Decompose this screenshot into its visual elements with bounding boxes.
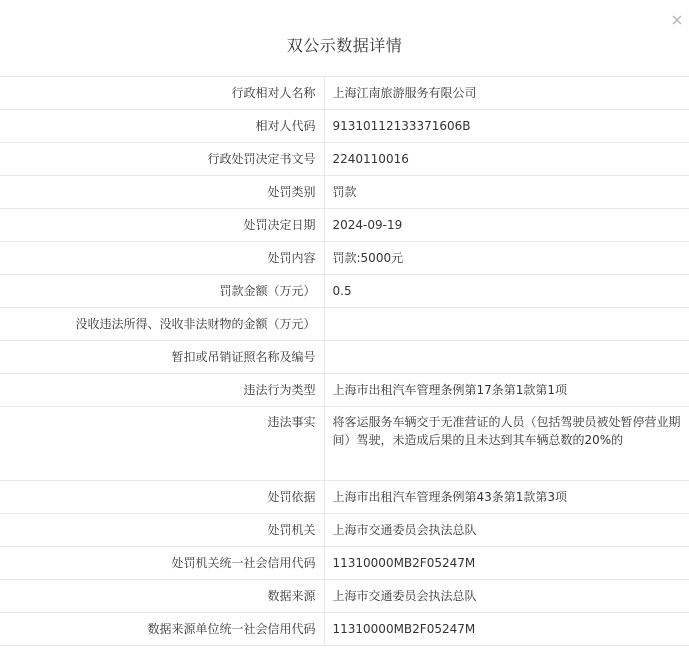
table-row: [0, 77, 689, 110]
table-row: [0, 110, 689, 143]
table-row: [0, 341, 689, 374]
row-label: 数据来源: [0, 580, 324, 613]
row-value: 91310112133371606B: [324, 110, 689, 143]
row-label: 处罚决定日期: [0, 209, 324, 242]
row-value: 11310000MB2F05247M: [324, 613, 689, 646]
table-row: [0, 374, 689, 407]
row-label: 相对人代码: [0, 110, 324, 143]
row-label: 没收违法所得、没收非法财物的金额（万元）: [0, 308, 324, 341]
row-value: 上海市交通委员会执法总队: [324, 514, 689, 547]
row-label: 处罚机关统一社会信用代码: [0, 547, 324, 580]
table-row: [0, 308, 689, 341]
row-value: 2024-09-19: [324, 209, 689, 242]
row-value: 0.5: [324, 275, 689, 308]
row-label: 数据来源单位统一社会信用代码: [0, 613, 324, 646]
row-value: 2240110016: [324, 143, 689, 176]
row-value: 11310000MB2F05247M: [324, 547, 689, 580]
table-row: [0, 209, 689, 242]
row-value: [324, 308, 689, 341]
row-value: [324, 341, 689, 374]
row-label: 处罚依据: [0, 481, 324, 514]
row-label: 处罚内容: [0, 242, 324, 275]
row-value: 上海市交通委员会执法总队: [324, 580, 689, 613]
row-value: 上海市出租汽车管理条例第43条第1款第3项: [324, 481, 689, 514]
row-label: 行政处罚决定书文号: [0, 143, 324, 176]
row-label: 违法行为类型: [0, 374, 324, 407]
table-row: [0, 143, 689, 176]
row-label: 暂扣或吊销证照名称及编号: [0, 341, 324, 374]
row-label: 处罚机关: [0, 514, 324, 547]
table-row: [0, 481, 689, 514]
row-value: 罚款: [324, 176, 689, 209]
table-row: [0, 580, 689, 613]
detail-table: [0, 76, 689, 646]
row-label: 违法事实: [0, 407, 324, 481]
row-value: 上海江南旅游服务有限公司: [324, 77, 689, 110]
table-row: [0, 176, 689, 209]
table-row: [0, 275, 689, 308]
table-row: [0, 613, 689, 646]
table-row: [0, 407, 689, 481]
row-value: 罚款:5000元: [324, 242, 689, 275]
close-icon[interactable]: [669, 12, 685, 28]
table-row: [0, 547, 689, 580]
dialog-title: 双公示数据详情: [286, 36, 403, 55]
table-row: [0, 242, 689, 275]
row-value: 上海市出租汽车管理条例第17条第1款第1项: [324, 374, 689, 407]
row-value: 将客运服务车辆交于无准营证的人员（包括驾驶员被处暂停营业期间）驾驶，未造成后果的且未达到其车辆总数的20%的: [324, 407, 689, 481]
row-label: 行政相对人名称: [0, 77, 324, 110]
row-label: 处罚类别: [0, 176, 324, 209]
table-row: [0, 514, 689, 547]
row-label: 罚款金额（万元）: [0, 275, 324, 308]
